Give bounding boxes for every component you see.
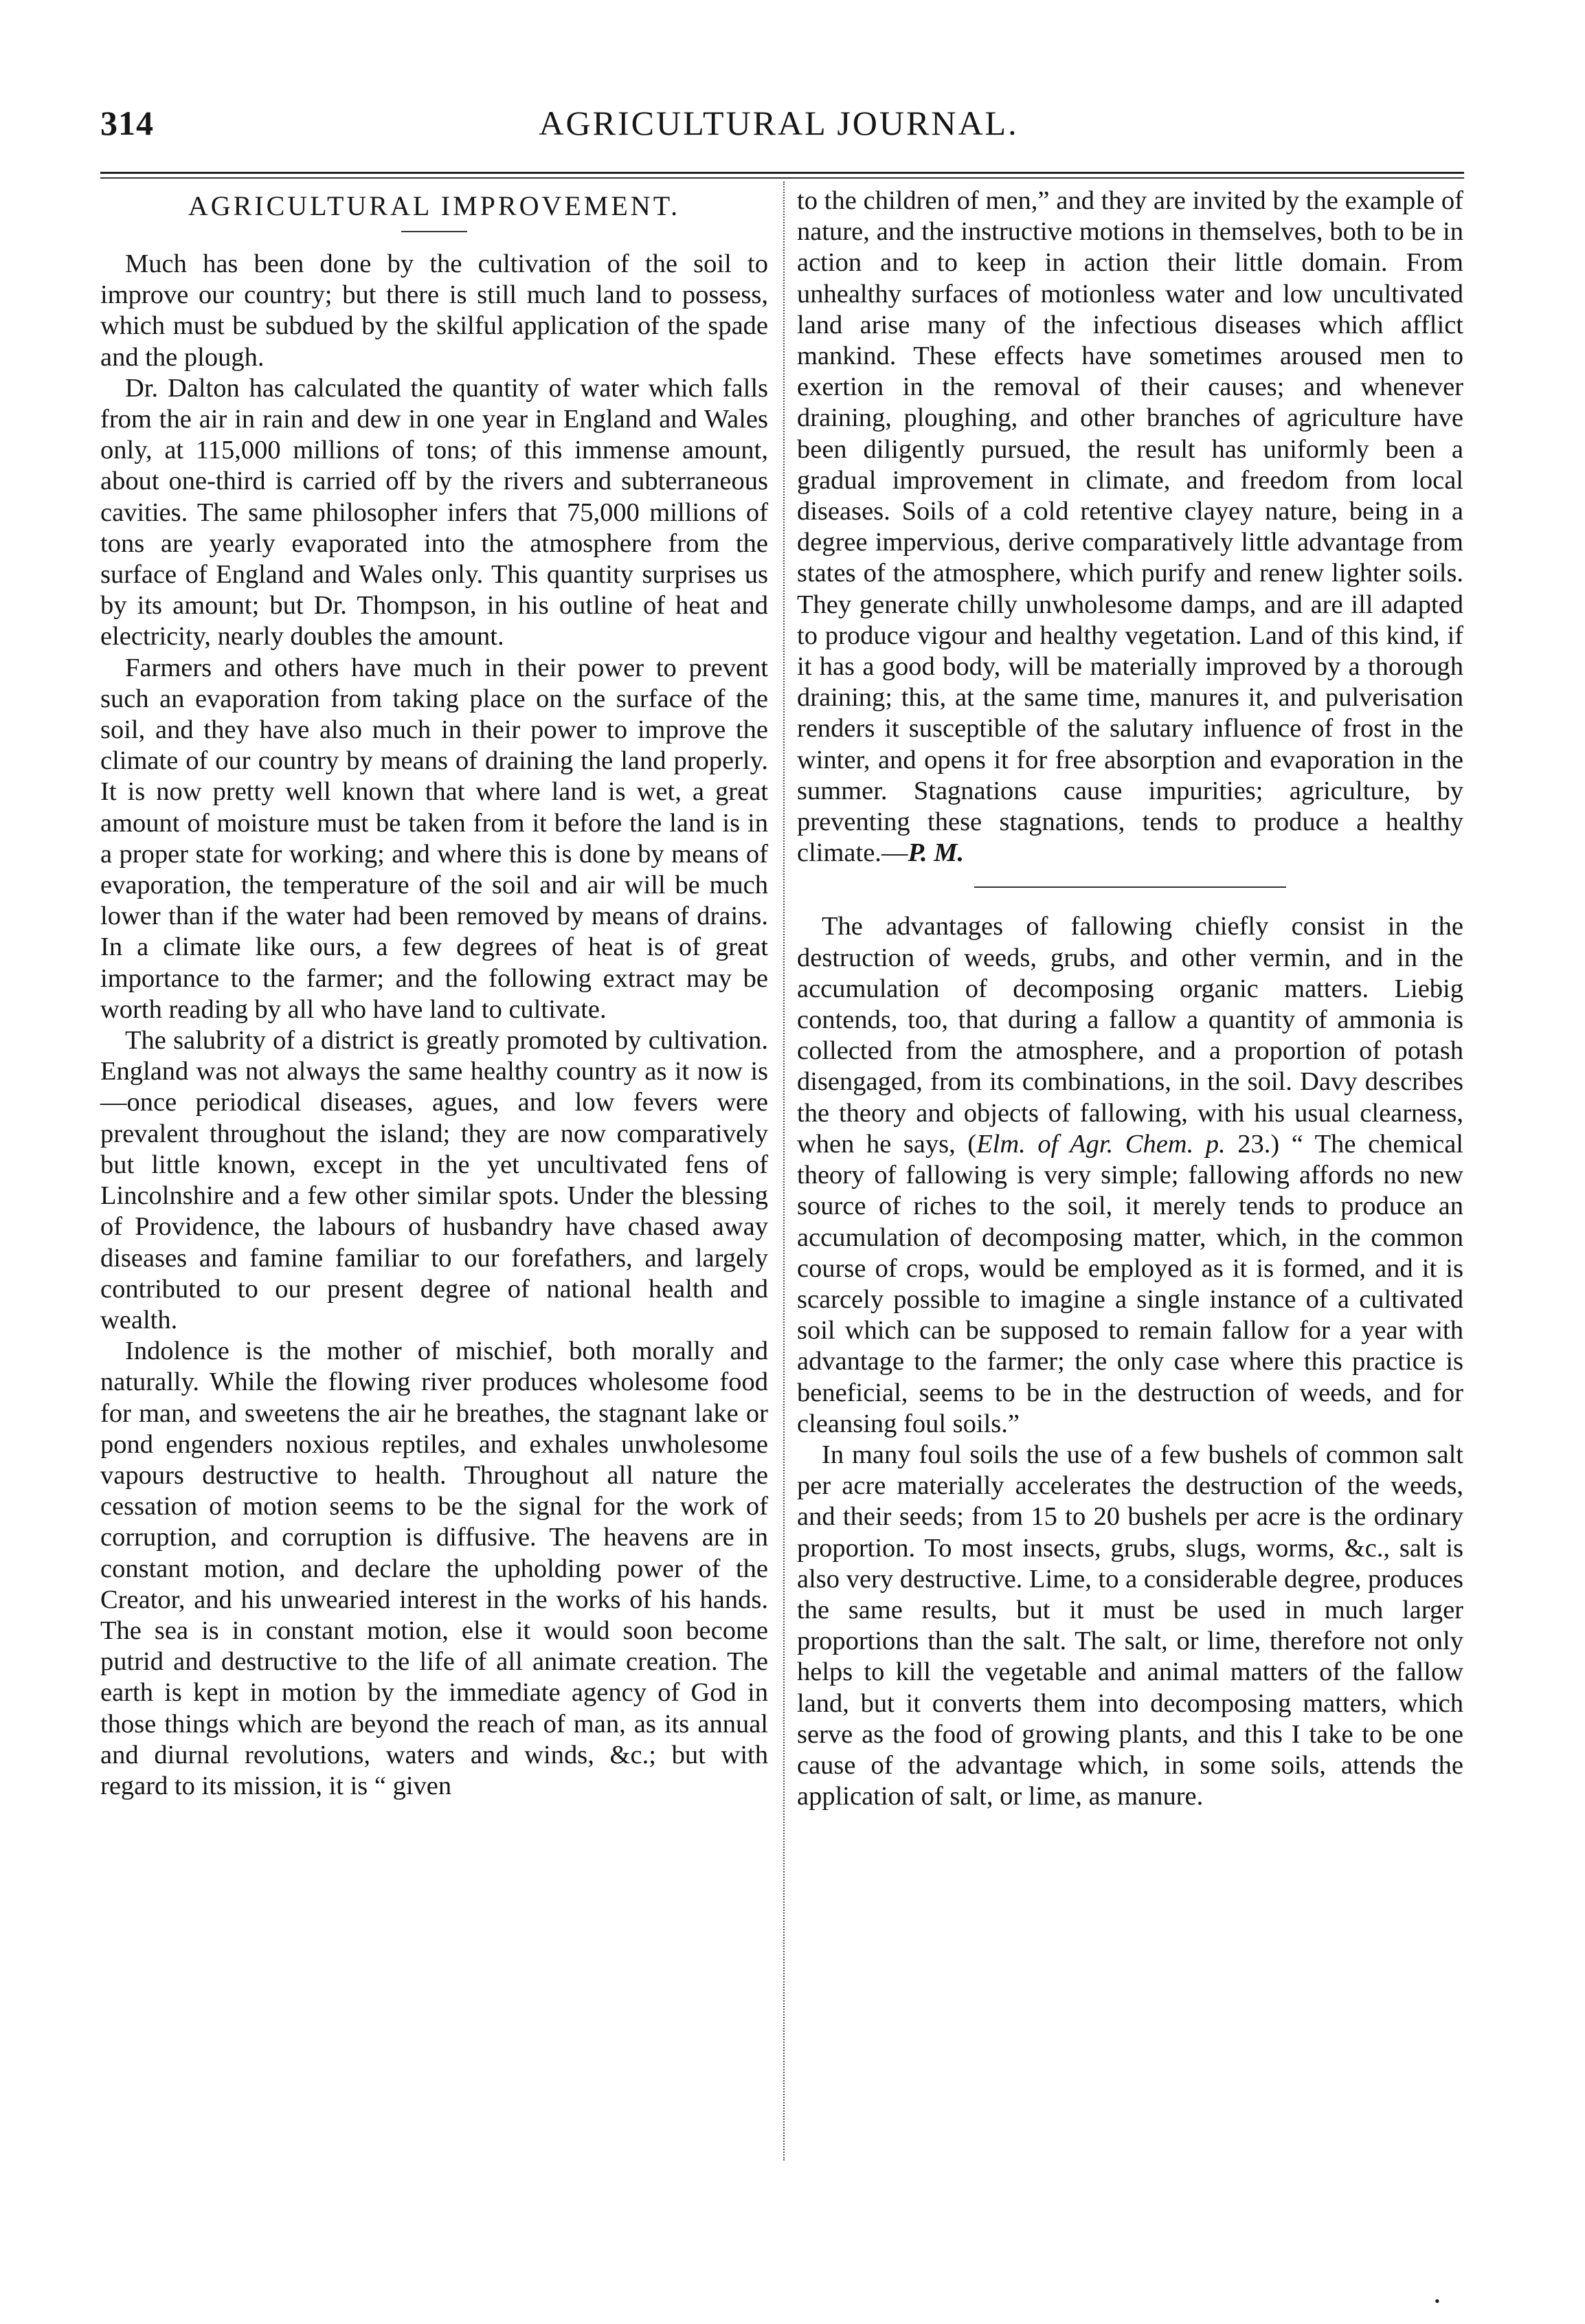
paragraph: In many foul soils the use of a few bushels of common salt per acre materially accelerates the destruction of the weeds, and their seeds; from 15 to 20 bushels per acre is the ordinary proportion. To most insects, grubs, slugs, worms, &c., salt is also very destructive. Lime, to a considerable degree, produces the same results, but it must be used in much larger proportions than the salt. The salt, or lime, therefore not only helps to kill the vegetable and animal matters of the fallow land, but it converts them into decomposing matters, which serve as the food of growing plants, and this I take to be one cause of the advantage which, in some soils, attends the application of salt, or lime, as manure. [797,1440,1463,1811]
page-number: 314 [100,104,154,142]
section-rule [974,886,1286,888]
title-rule [401,231,467,232]
continuation-text: to the children of men,” and they are invited by the example of nature, and the instructive motions in themselves, both to be in action and to keep in action their little domain. From unhealthy surfaces of motionless water and low uncultivated land arise many of the infectious diseases which afflict mankind. These effects have sometimes aroused men to exertion in the removal of their causes; and whenever draining, ploughing, and other branches of agriculture have been diligently pursued, the result has uniformly been a gradual improvement in climate, and freedom from local diseases. Soils of a cold retentive clayey nature, being in a degree impervious, derive comparatively little advantage from states of the atmosphere, which purify and renew lighter soils. They generate chilly unwholesome damps, and are ill adapted to produce vigour and healthy vegetation. Land of this kind, if it has a good body, will be materially improved by a thorough draining; this, at the same time, manures it, and pulverisation renders it susceptible of the salutary influence of frost in the winter, and opens it for free absorption and evaporation in the summer. Stagnations cause impurities; agriculture, by preventing these stagnations, tends to produce a healthy climate.— [797,186,1463,868]
header-rule-thin [100,177,1464,179]
paragraph: Indolence is the mother of mischief, both morally and naturally. While the flowing river produces wholesome food for man, and sweetens the air he breathes, the stagnant lake or pond engenders noxious reptiles, and exhales unwholesome vapours destructive to health. Throughout all nature the cessation of motion seems to be the signal for the work of corruption, and corruption is diffusive. The heavens are in constant motion, and declare the upholding power of the Creator, and his unwearied interest in the works of his hands. The sea is in constant motion, else it would soon become putrid and destructive to the life of all animate creation. The earth is kept in motion by the immediate agency of God in those things which are beyond the reach of man, as its annual and diurnal revolutions, waters and winds, &c.; but with regard to its mission, it is “ given [100,1337,768,1800]
paragraph [797,911,1463,1439]
paragraph: Much has been done by the cultivation of the soil to improve our country; but there is still much land to possess, which must be subdued by the skilful application of the spade and the plough. [100,249,768,372]
page-header [100,103,1457,158]
left-column [100,186,768,1802]
header-rule [100,172,1464,174]
paragraph-continuation [797,186,1463,869]
margin-mark: • [1435,2292,1440,2310]
author-signature: P. M. [908,838,965,868]
paragraph: Farmers and others have much in their power to prevent such an evaporation from taking place on the surface of the soil, and they have also much in their power to improve the climate of our country by means of draining the land properly. It is now pretty well known that where land is wet, a great amount of moisture must be taken from it before the land is in a proper state for working; and where this is done by means of evaporation, the temperature of the soil and air will be much lower than if the water had been removed by means of drains. In a climate like ours, a few degrees of heat is of great importance to the farmer; and the following extract may be worth reading by all who have land to cultivate. [100,653,768,1024]
fallowing-text: The advantages of fallowing chiefly consist in the destruction of weeds, grubs, and other vermin, and in the accumulation of decomposing organic matters. Liebig contends, too, that during a fallow a quantity of ammonia is collected from the atmosphere, and a proportion of potash disengaged, from its combinations, in the soil. Davy describes the theory and objects of fallowing, with his usual clearness, when he says, ( [797,912,1463,1159]
citation: Elm. of Agr. Chem. p. [976,1129,1226,1159]
fallowing-quote: 23.) “ The chemical theory of fallowing is very simple; fallowing affords no new source of riches to the soil, it merely tends to produce an accumulation of decomposing matter, which, in the common course of crops, would be employed as it is formed, and it is scarcely possible to imagine a single instance of a cultivated soil which can be supposed to remain fallow for a year with advantage to the farmer; the only case where this practice is beneficial, seems to be in the destruction of weeds, and for cleansing foul soils.” [797,1129,1464,1438]
column-divider [783,181,785,2160]
paragraph: Dr. Dalton has calculated the quantity of water which falls from the air in rain and dew in one year in England and Wales only, at 115,000 millions of tons; of this immense amount, about one-third is carried off by the rivers and subterraneous cavities. The same philosopher infers that 75,000 millions of tons are yearly evaporated into the atmosphere from the surface of England and Wales only. This quantity surprises us by its amount; but Dr. Thompson, in his outline of heat and electricity, nearly doubles the amount. [100,373,768,651]
right-column [797,186,1463,1812]
paragraph: The salubrity of a district is greatly promoted by cultivation. England was not always the same healthy country as it now is—once periodical diseases, agues, and low fevers were prevalent throughout the island; they are now comparatively but little known, except in the yet uncultivated fens of Lincolnshire and a few other similar spots. Under the blessing of Providence, the labours of husbandry have chased away diseases and famine familiar to our forefathers, and largely contributed to our present degree of national health and wealth. [100,1026,768,1334]
article-title: AGRICULTURAL IMPROVEMENT. [188,190,681,221]
running-title: AGRICULTURAL JOURNAL. [539,104,1019,142]
